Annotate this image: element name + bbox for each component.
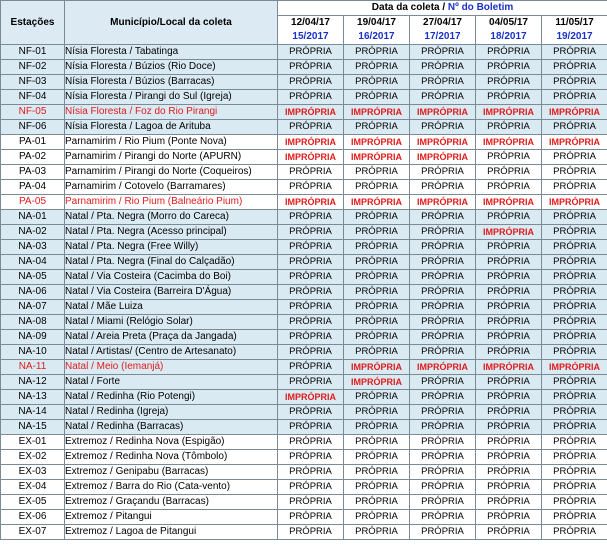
status-cell: PRÓPRIA [542, 315, 607, 330]
status-cell: PRÓPRIA [542, 75, 607, 90]
status-cell: PRÓPRIA [344, 510, 410, 525]
status-cell: PRÓPRIA [476, 60, 542, 75]
status-cell: PRÓPRIA [476, 345, 542, 360]
station-code: NA-15 [1, 420, 65, 435]
station-code: NA-08 [1, 315, 65, 330]
station-code: NF-01 [1, 45, 65, 60]
status-cell: PRÓPRIA [278, 480, 344, 495]
station-code: PA-02 [1, 150, 65, 165]
status-cell: PRÓPRIA [344, 300, 410, 315]
table-row [1, 60, 607, 75]
station-code: NA-01 [1, 210, 65, 225]
station-location: Parnamirim / Rio Pium (Balneário Pium) [65, 195, 278, 210]
station-code: NA-03 [1, 240, 65, 255]
status-cell: PRÓPRIA [344, 120, 410, 135]
table-header [1, 1, 607, 45]
table-row [1, 45, 607, 60]
status-cell: PRÓPRIA [410, 375, 476, 390]
station-location: Natal / Mãe Luiza [65, 300, 278, 315]
station-location: Nísia Floresta / Búzios (Barracas) [65, 75, 278, 90]
status-cell: IMPRÓPRIA [410, 360, 476, 375]
station-location: Extremoz / Graçandu (Barracas) [65, 495, 278, 510]
station-location: Natal / Miami (Relógio Solar) [65, 315, 278, 330]
status-cell: IMPRÓPRIA [410, 150, 476, 165]
station-code: NA-06 [1, 285, 65, 300]
status-cell: PRÓPRIA [344, 495, 410, 510]
status-cell: PRÓPRIA [410, 525, 476, 540]
status-cell: PRÓPRIA [476, 285, 542, 300]
status-cell: PRÓPRIA [476, 390, 542, 405]
station-location: Natal / Pta. Negra (Morro do Careca) [65, 210, 278, 225]
station-code: NF-04 [1, 90, 65, 105]
station-code: NA-02 [1, 225, 65, 240]
collection-date-header [278, 1, 607, 16]
collection-date-label: Data da coleta / [371, 2, 446, 13]
location-header: Município/Local da coleta [65, 1, 278, 45]
status-cell: PRÓPRIA [344, 75, 410, 90]
station-code: PA-04 [1, 180, 65, 195]
status-cell: PRÓPRIA [476, 210, 542, 225]
status-cell: PRÓPRIA [542, 225, 607, 240]
status-cell: PRÓPRIA [410, 465, 476, 480]
status-cell: IMPRÓPRIA [410, 135, 476, 150]
table-row [1, 315, 607, 330]
station-location: Nísia Floresta / Pirangi do Sul (Igreja) [65, 90, 278, 105]
status-cell: PRÓPRIA [542, 420, 607, 435]
status-cell: PRÓPRIA [410, 390, 476, 405]
table-row [1, 405, 607, 420]
status-cell: PRÓPRIA [542, 495, 607, 510]
status-cell: PRÓPRIA [542, 465, 607, 480]
table-body [1, 45, 607, 540]
status-cell: PRÓPRIA [476, 240, 542, 255]
bulletin-number: 16/2017 [358, 31, 395, 42]
status-cell: IMPRÓPRIA [410, 195, 476, 210]
status-cell: PRÓPRIA [410, 405, 476, 420]
table-row [1, 480, 607, 495]
status-cell: PRÓPRIA [278, 495, 344, 510]
table-row [1, 360, 607, 375]
status-cell: PRÓPRIA [278, 240, 344, 255]
status-cell: PRÓPRIA [410, 165, 476, 180]
status-cell: PRÓPRIA [278, 465, 344, 480]
station-location: Extremoz / Redinha Nova (Espigão) [65, 435, 278, 450]
status-cell: PRÓPRIA [278, 225, 344, 240]
status-cell: PRÓPRIA [278, 270, 344, 285]
table-row [1, 435, 607, 450]
station-code: NA-10 [1, 345, 65, 360]
station-location: Natal / Forte [65, 375, 278, 390]
status-cell: PRÓPRIA [542, 525, 607, 540]
collection-date: 19/04/17 [357, 17, 396, 28]
date-column-header [410, 16, 476, 45]
station-location: Natal / Redinha (Barracas) [65, 420, 278, 435]
status-cell: PRÓPRIA [410, 450, 476, 465]
status-cell: PRÓPRIA [476, 510, 542, 525]
status-cell: PRÓPRIA [410, 210, 476, 225]
status-cell: PRÓPRIA [542, 345, 607, 360]
station-code: EX-01 [1, 435, 65, 450]
status-cell: PRÓPRIA [344, 180, 410, 195]
status-cell: IMPRÓPRIA [278, 105, 344, 120]
table-row [1, 90, 607, 105]
collection-date: 12/04/17 [291, 17, 330, 28]
status-cell: PRÓPRIA [542, 375, 607, 390]
status-cell: PRÓPRIA [278, 60, 344, 75]
table-row [1, 180, 607, 195]
station-code: NA-07 [1, 300, 65, 315]
station-code: NF-02 [1, 60, 65, 75]
table-row [1, 300, 607, 315]
status-cell: PRÓPRIA [344, 315, 410, 330]
station-location: Nísia Floresta / Foz do Rio Pirangi [65, 105, 278, 120]
status-cell: IMPRÓPRIA [542, 360, 607, 375]
table-row [1, 225, 607, 240]
status-cell: PRÓPRIA [410, 225, 476, 240]
status-cell: PRÓPRIA [542, 180, 607, 195]
station-location: Extremoz / Genipabu (Barracas) [65, 465, 278, 480]
status-cell: IMPRÓPRIA [278, 135, 344, 150]
status-cell: PRÓPRIA [542, 60, 607, 75]
table-row [1, 135, 607, 150]
status-cell: PRÓPRIA [410, 60, 476, 75]
status-cell: PRÓPRIA [278, 330, 344, 345]
station-code: NF-03 [1, 75, 65, 90]
table-row [1, 105, 607, 120]
status-cell: PRÓPRIA [344, 465, 410, 480]
status-cell: PRÓPRIA [542, 450, 607, 465]
status-cell: PRÓPRIA [410, 480, 476, 495]
status-cell: PRÓPRIA [278, 300, 344, 315]
status-cell: PRÓPRIA [410, 270, 476, 285]
bulletin-number-label: Nº do Boletim [447, 2, 514, 13]
status-cell: PRÓPRIA [278, 510, 344, 525]
table-row [1, 375, 607, 390]
status-cell: PRÓPRIA [278, 165, 344, 180]
status-cell: PRÓPRIA [344, 390, 410, 405]
status-cell: PRÓPRIA [344, 270, 410, 285]
status-cell: PRÓPRIA [542, 390, 607, 405]
status-cell: PRÓPRIA [410, 75, 476, 90]
table-row [1, 390, 607, 405]
status-cell: PRÓPRIA [542, 90, 607, 105]
status-cell: PRÓPRIA [410, 285, 476, 300]
status-cell: PRÓPRIA [476, 405, 542, 420]
collection-date: 04/05/17 [489, 17, 528, 28]
station-location: Natal / Pta. Negra (Free Willy) [65, 240, 278, 255]
station-location: Natal / Areia Preta (Praça da Jangada) [65, 330, 278, 345]
status-cell: PRÓPRIA [476, 330, 542, 345]
table-row [1, 150, 607, 165]
station-location: Parnamirim / Cotovelo (Barramares) [65, 180, 278, 195]
status-cell: PRÓPRIA [542, 405, 607, 420]
station-location: Parnamirim / Rio Pium (Ponte Nova) [65, 135, 278, 150]
station-location: Natal / Via Costeira (Cacimba do Boi) [65, 270, 278, 285]
station-location: Natal / Pta. Negra (Final do Calçadão) [65, 255, 278, 270]
station-location: Extremoz / Redinha Nova (Tômbolo) [65, 450, 278, 465]
status-cell: IMPRÓPRIA [278, 390, 344, 405]
status-cell: PRÓPRIA [410, 90, 476, 105]
table-row [1, 195, 607, 210]
status-cell: PRÓPRIA [278, 255, 344, 270]
station-code: EX-02 [1, 450, 65, 465]
bulletin-number: 18/2017 [490, 31, 527, 42]
status-cell: PRÓPRIA [476, 75, 542, 90]
status-cell: PRÓPRIA [278, 525, 344, 540]
status-cell: PRÓPRIA [344, 225, 410, 240]
status-cell: PRÓPRIA [278, 420, 344, 435]
station-location: Natal / Via Costeira (Barreira D'Água) [65, 285, 278, 300]
status-cell: IMPRÓPRIA [278, 195, 344, 210]
status-cell: PRÓPRIA [344, 255, 410, 270]
status-cell: IMPRÓPRIA [542, 195, 607, 210]
station-code: NA-11 [1, 360, 65, 375]
status-cell: PRÓPRIA [542, 210, 607, 225]
status-cell: PRÓPRIA [476, 165, 542, 180]
station-location: Natal / Redinha (Igreja) [65, 405, 278, 420]
status-cell: IMPRÓPRIA [344, 105, 410, 120]
table-row [1, 450, 607, 465]
station-code: NA-13 [1, 390, 65, 405]
stations-header: Estações [1, 1, 65, 45]
table-row [1, 210, 607, 225]
station-location: Parnamirim / Pirangi do Norte (Coqueiros) [65, 165, 278, 180]
table-row [1, 525, 607, 540]
status-cell: PRÓPRIA [476, 480, 542, 495]
status-cell: PRÓPRIA [410, 495, 476, 510]
table-row [1, 255, 607, 270]
status-cell: PRÓPRIA [542, 150, 607, 165]
table-row [1, 465, 607, 480]
station-code: EX-03 [1, 465, 65, 480]
table-row [1, 75, 607, 90]
date-column-header [542, 16, 607, 45]
status-cell: PRÓPRIA [410, 240, 476, 255]
station-code: NA-14 [1, 405, 65, 420]
station-location: Natal / Meio (Iemanjá) [65, 360, 278, 375]
status-cell: PRÓPRIA [278, 120, 344, 135]
status-cell: PRÓPRIA [476, 90, 542, 105]
status-cell: PRÓPRIA [542, 435, 607, 450]
date-column-header [278, 16, 344, 45]
status-cell: PRÓPRIA [410, 255, 476, 270]
status-cell: PRÓPRIA [278, 375, 344, 390]
station-location: Extremoz / Pitangui [65, 510, 278, 525]
status-cell: IMPRÓPRIA [344, 195, 410, 210]
table-row [1, 495, 607, 510]
status-cell: PRÓPRIA [278, 405, 344, 420]
status-cell: PRÓPRIA [344, 60, 410, 75]
status-cell: IMPRÓPRIA [344, 375, 410, 390]
status-cell: PRÓPRIA [344, 285, 410, 300]
status-cell: PRÓPRIA [410, 345, 476, 360]
status-cell: IMPRÓPRIA [476, 360, 542, 375]
status-cell: PRÓPRIA [278, 315, 344, 330]
collection-date: 27/04/17 [423, 17, 462, 28]
status-cell: PRÓPRIA [278, 45, 344, 60]
station-code: NA-05 [1, 270, 65, 285]
date-column-header [476, 16, 542, 45]
status-cell: PRÓPRIA [476, 450, 542, 465]
status-cell: PRÓPRIA [410, 300, 476, 315]
station-code: NF-06 [1, 120, 65, 135]
table-row [1, 270, 607, 285]
status-cell: PRÓPRIA [344, 330, 410, 345]
station-location: Natal / Redinha (Rio Potengi) [65, 390, 278, 405]
status-cell: PRÓPRIA [476, 150, 542, 165]
status-cell: PRÓPRIA [542, 255, 607, 270]
status-cell: PRÓPRIA [344, 165, 410, 180]
status-cell: PRÓPRIA [542, 270, 607, 285]
status-cell: PRÓPRIA [410, 420, 476, 435]
status-cell: PRÓPRIA [410, 180, 476, 195]
status-cell: IMPRÓPRIA [542, 135, 607, 150]
status-cell: PRÓPRIA [344, 420, 410, 435]
collection-date: 11/05/17 [555, 17, 594, 28]
station-code: PA-01 [1, 135, 65, 150]
bulletin-number: 15/2017 [292, 31, 329, 42]
station-code: NA-12 [1, 375, 65, 390]
status-cell: IMPRÓPRIA [344, 360, 410, 375]
status-cell: IMPRÓPRIA [278, 150, 344, 165]
status-cell: PRÓPRIA [542, 165, 607, 180]
status-cell: PRÓPRIA [476, 495, 542, 510]
status-cell: PRÓPRIA [344, 480, 410, 495]
status-cell: PRÓPRIA [344, 345, 410, 360]
status-cell: PRÓPRIA [542, 330, 607, 345]
table-row [1, 240, 607, 255]
status-cell: PRÓPRIA [410, 435, 476, 450]
station-location: Nísia Floresta / Lagoa de Arituba [65, 120, 278, 135]
table-row [1, 120, 607, 135]
status-cell: PRÓPRIA [542, 480, 607, 495]
station-location: Parnamirim / Pirangi do Norte (APURN) [65, 150, 278, 165]
status-cell: PRÓPRIA [344, 450, 410, 465]
status-cell: IMPRÓPRIA [476, 135, 542, 150]
status-cell: PRÓPRIA [542, 45, 607, 60]
station-location: Nísia Floresta / Búzios (Rio Doce) [65, 60, 278, 75]
status-cell: IMPRÓPRIA [344, 135, 410, 150]
status-cell: PRÓPRIA [476, 375, 542, 390]
status-cell: PRÓPRIA [344, 405, 410, 420]
table-row [1, 285, 607, 300]
status-cell: PRÓPRIA [344, 90, 410, 105]
station-code: EX-07 [1, 525, 65, 540]
status-cell: PRÓPRIA [476, 315, 542, 330]
status-cell: PRÓPRIA [542, 240, 607, 255]
status-cell: PRÓPRIA [410, 315, 476, 330]
status-cell: PRÓPRIA [476, 435, 542, 450]
station-location: Extremoz / Barra do Rio (Cata-vento) [65, 480, 278, 495]
table-row [1, 420, 607, 435]
station-location: Extremoz / Lagoa de Pitangui [65, 525, 278, 540]
status-cell: PRÓPRIA [542, 510, 607, 525]
status-cell: PRÓPRIA [278, 90, 344, 105]
status-cell: PRÓPRIA [344, 45, 410, 60]
station-location: Nísia Floresta / Tabatinga [65, 45, 278, 60]
status-cell: IMPRÓPRIA [476, 195, 542, 210]
table-row [1, 345, 607, 360]
status-cell: PRÓPRIA [278, 180, 344, 195]
status-cell: PRÓPRIA [344, 240, 410, 255]
status-cell: IMPRÓPRIA [344, 150, 410, 165]
station-code: EX-06 [1, 510, 65, 525]
station-code: NA-04 [1, 255, 65, 270]
status-cell: PRÓPRIA [278, 435, 344, 450]
status-cell: IMPRÓPRIA [542, 105, 607, 120]
status-cell: PRÓPRIA [542, 120, 607, 135]
status-cell: PRÓPRIA [476, 300, 542, 315]
status-cell: PRÓPRIA [476, 465, 542, 480]
status-cell: PRÓPRIA [278, 75, 344, 90]
status-cell: PRÓPRIA [344, 525, 410, 540]
status-cell: PRÓPRIA [476, 270, 542, 285]
status-cell: IMPRÓPRIA [410, 105, 476, 120]
bulletin-number: 17/2017 [424, 31, 461, 42]
status-cell: IMPRÓPRIA [476, 225, 542, 240]
station-location: Natal / Pta. Negra (Acesso principal) [65, 225, 278, 240]
status-cell: PRÓPRIA [344, 435, 410, 450]
status-cell: PRÓPRIA [542, 300, 607, 315]
status-cell: PRÓPRIA [278, 360, 344, 375]
station-code: PA-05 [1, 195, 65, 210]
table-row [1, 330, 607, 345]
station-code: EX-04 [1, 480, 65, 495]
status-cell: PRÓPRIA [476, 120, 542, 135]
date-column-header [344, 16, 410, 45]
station-code: EX-05 [1, 495, 65, 510]
station-location: Natal / Artistas/ (Centro de Artesanato) [65, 345, 278, 360]
bulletin-number: 19/2017 [556, 31, 593, 42]
status-cell: PRÓPRIA [542, 285, 607, 300]
status-cell: PRÓPRIA [476, 45, 542, 60]
status-cell: PRÓPRIA [410, 120, 476, 135]
status-cell: PRÓPRIA [344, 210, 410, 225]
status-cell: PRÓPRIA [410, 510, 476, 525]
status-cell: PRÓPRIA [410, 330, 476, 345]
status-cell: PRÓPRIA [278, 210, 344, 225]
status-cell: PRÓPRIA [278, 450, 344, 465]
table-row [1, 165, 607, 180]
status-cell: PRÓPRIA [410, 45, 476, 60]
status-cell: PRÓPRIA [476, 255, 542, 270]
station-code: PA-03 [1, 165, 65, 180]
status-cell: PRÓPRIA [278, 345, 344, 360]
station-code: NF-05 [1, 105, 65, 120]
table-row [1, 510, 607, 525]
status-cell: PRÓPRIA [278, 285, 344, 300]
status-cell: PRÓPRIA [476, 420, 542, 435]
status-cell: PRÓPRIA [476, 525, 542, 540]
status-cell: IMPRÓPRIA [476, 105, 542, 120]
station-code: NA-09 [1, 330, 65, 345]
status-cell: PRÓPRIA [476, 180, 542, 195]
